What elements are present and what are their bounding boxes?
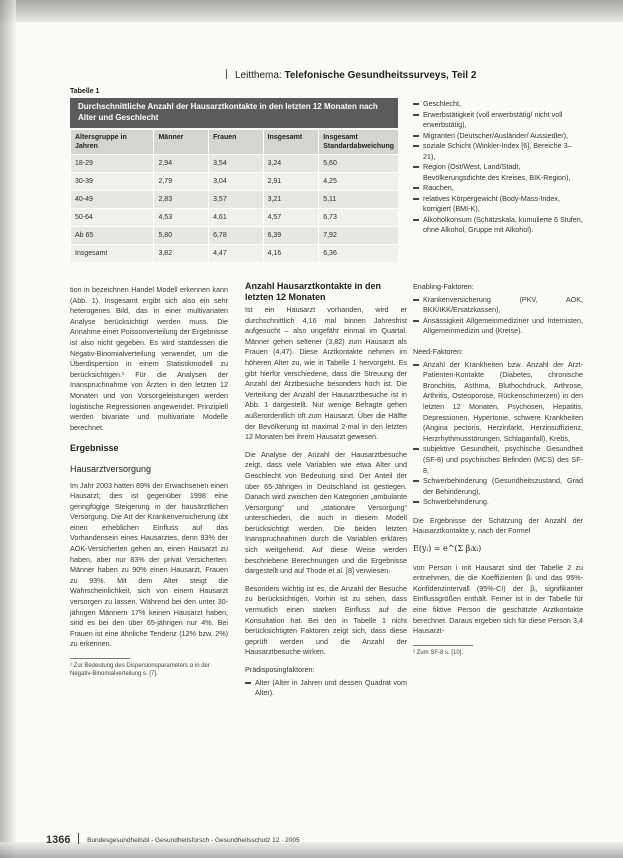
list-item: soziale Schicht (Winkler-Index [6], Bereiche 3–21), (413, 141, 583, 162)
table-cell: 2,79 (154, 173, 209, 191)
header-title: Telefonische Gesundheitssurveys, Teil 2 (284, 70, 477, 81)
table-cell: 3,82 (154, 245, 209, 263)
table-label: Tabelle 1 (70, 88, 100, 95)
table-header: Altersgruppe in Jahren (71, 130, 154, 155)
table-row-label: Insgesamt (71, 245, 154, 263)
table-cell: 5,60 (319, 155, 398, 173)
list-item: relatives Körpergewicht (Body-Mass-Index, korrigiert (BMI-K), (413, 194, 583, 215)
table-cell: 2,91 (263, 173, 319, 191)
table-header: Insgesamt (263, 130, 319, 155)
paragraph: Besonders wichtig ist es, die Anzahl der Besuche zu berücksichtigen. Vorhin ist zu sehen, dass vermutlich einen starken Einfluss auf die Konsultation hat. Bei den in Tabelle 1 nicht berücksichtigten Faktoren zeigt sich, dass diese geprüft werden und die Anzahl der Hausarztbesuche wirken. (245, 583, 407, 657)
table-cell: 5,11 (319, 191, 398, 209)
column-1 (70, 285, 228, 678)
need-list (413, 360, 583, 508)
list-item: subjektive Gesundheit, psychische Gesundheit (SF-8) und psychisches Befinden (MCS) des SF-8, (413, 444, 583, 476)
table-row (71, 191, 399, 209)
table-row (71, 227, 399, 245)
table-cell: 2,83 (154, 191, 209, 209)
header-divider (226, 69, 227, 79)
predisposing-label: Prädisposingfaktoren: (245, 665, 315, 674)
list-item: Ansässigkeit Allgemeinmediziner und Internisten, Allgemeinmedizin und (Kreise). (413, 316, 583, 337)
table-header: Frauen (209, 130, 263, 155)
list-item: Migranten (Deutscher/Ausländer/ Aussiedler), (413, 131, 583, 142)
table-cell: 4,47 (209, 245, 263, 263)
table-cell: 3,57 (209, 191, 263, 209)
table-cell: 4,61 (209, 209, 263, 227)
table-row-label: 18-29 (71, 155, 154, 173)
paragraph: Im Jahr 2003 hatten 89% der Erwachsenen einen Hausarzt; dies ist gegenüber 1998 eine geringfügige Steigerung in der hausärztlichen Versorgung. Die Art der Krankenversicherung übt einen erheblichen Einfluss auf das Vorhandensein eines Hausarztes, denn 93% der AOK-Versicherten gehen an, einen Hausarzt zu haben, aber nur 83% der privat Versicherten. Männer haben zu 90% einen Hausarzt, Frauen zu 93%. Mit dem Alter steigt die Wahrscheinlichkeit, sich von einem Hausarzt versorgen zu lassen. Während bei den unter 30-jährigen Männern 17% keinen Hausarzt haben, sind es bei den über 65-jährigen nur 4%. Bei Frauen ist eine ähnliche Tendenz (12% bzw. 2%) zu erkennen. (70, 480, 228, 649)
table-1 (70, 88, 398, 262)
table-cell: 4,57 (263, 209, 319, 227)
table-cell: 6,39 (263, 227, 319, 245)
table-row-label: Ab 65 (71, 227, 154, 245)
predictor-list (413, 99, 583, 236)
list-item: Erwerbstätigkeit (voll erwerbstätig/ nicht voll erwerbstätig), (413, 110, 583, 131)
list-item: Schwerbehinderung (Gesundheitszustand, Grad der Behinderung), (413, 476, 583, 497)
table-cell: 6,78 (209, 227, 263, 245)
scan-shadow-top (0, 0, 623, 22)
footnote: ² Zum SF-8 s. [10]. (413, 649, 464, 656)
column-3 (413, 282, 583, 657)
table-cell: 3,54 (209, 155, 263, 173)
data-table (70, 130, 398, 262)
table-row-label: 50-64 (71, 209, 154, 227)
paragraph: von Person i mit Hausarzt sind der Tabelle 2 zu entnehmen, die die Koeffizienten βᵢ und das 95%-Konfidenzintervall (95%-CI) der βᵢ, signifikanter Einflussgrößen enthält. Ferner ist in der Tabelle für eine fiktive Person die geschätzte Arztkontakte berechnet. Daraus ergeben sich für diese Person 3,4 Hausarzt- (413, 562, 583, 636)
footnote: ¹ Zur Bedeutung des Dispersionsparameters α in der Negativ-Binomialverteilung s. [7]. (70, 663, 210, 677)
table-cell: 3,04 (209, 173, 263, 191)
scan-shadow-left (0, 0, 16, 858)
page-number: 1366 (46, 834, 71, 846)
list-item: Alkoholkonsum (Schätzskala, kumulierte 6 Stufen, ohne Alkohol, Gruppe mit Alkohol). (413, 215, 583, 236)
column-2 (245, 281, 407, 699)
list-item: Anzahl der Krankheiten bzw. Anzahl der Arzt-Patienten-Kontakte (Diabetes, chronische Bronchitis, Asthma, Bluthochdruck, Arthrose, Arthritis, Osteoporose, Rückenschmerzen) in den letzten 12 Monaten, Psychosen, Hepatitis, Depressionen, Hypertonie, schwere Krankheiten (Angina pectoris, Herzinfarkt, Herzinsuffizienz, Herzrhythmusstörungen, Schlaganfall), Krebs, (413, 360, 583, 445)
list-item: Rauchen, (413, 183, 583, 194)
footer-divider (78, 833, 79, 844)
section-heading-ergebnisse: Ergebnisse (70, 443, 119, 454)
paragraph: tion in bezeichnen Handel Modell erkennen kann (Abb. 1). Insgesamt ergibt sich also ein sehr heterogenes Bild, das in einer multivariaten Analyse berücksichtigt werden muss. Die Annahme einer Poissonverteilung der Ergebnisse ist also nicht gegeben. Es wird stattdessen die Negativ-Binomialverteilung verwendet, um die Überdispersion in einem Statistikmodell zu berücksichtigen.¹ Für die Analysen der Inanspruchnahme von Ärzten in den letzten 12 Monaten und von Vorsorgeleistungen werden logistische Regressionen angewendet. Prinzipiell werden bivariate und multivariate Modelle berechnet. (70, 285, 228, 432)
subsection-heading-hausarztkontakte: Anzahl Hausarztkontakte in den letzten 12 Monaten (245, 281, 382, 302)
table-header: Männer (154, 130, 209, 155)
table-cell: 4,16 (263, 245, 319, 263)
list-item: Schwerbehinderung. (413, 497, 583, 508)
table-cell: 2,94 (154, 155, 209, 173)
enabling-label: Enabling-Faktoren: (413, 282, 474, 291)
table-row (71, 209, 399, 227)
formula: E(yᵢ) = e^(Σ βᵢxᵢ) (413, 544, 482, 554)
paragraph: Ist ein Hausarzt vorhanden, wird er durchschnittlich 4,16 mal binnen Jahresfrist aufgesucht – also ungefähr einmal im Quartal. Männer gehen seltener (3,82) zum Hausarzt als Frauen (4,47). Diese Arztkontakte nehmen im höheren Alter zu, wie in Tabelle 1 hervorgeht. Es gibt hierfür verschiedene, dass die Streuung der Anzahl der Arztbesuche besonders hoch ist. Die Verteilung der Anzahl der Hausarztbesuche ist in Abb. 1 dargestellt. Nur wenige Befragte gehen außerordentlich oft zum Hausarzt. Über die Hälfte der Bevölkerung ist maximal 2-mal in den letzten 12 Monaten bei ihrem Hausarzt gewesen. (245, 305, 407, 442)
list-item: Region (Ost/West, Land/Stadt, Bevölkerungsdichte des Kreises, BIK-Region), (413, 162, 583, 183)
table-cell: 6,73 (319, 209, 398, 227)
enabling-list (413, 295, 583, 337)
running-header (226, 69, 586, 81)
table-cell: 4,53 (154, 209, 209, 227)
table-cell: 5,80 (154, 227, 209, 245)
paragraph: Die Analyse der Anzahl der Hausarztbesuche zeigt, dass viele Variablen wie etwa Alter und Geschlecht von Bedeutung sind. Der Anteil der über 65-Jährigen in Deutschland ist gestiegen. Danach wird zwischen den Kategorien „ambulante Versorgung“ und „stationäre Versorgung“ unterschieden, die auch in diesem Modell berücksichtigt werden. Die beiden letzten Inanspruchnahmen durch die Variablen erklären sich weitgehend. Auf diese Weise werden beschriebene Berechnungen und die Ergebnisse dargestellt und auf Thode et al. [8] verwiesen. (245, 449, 407, 576)
footnote-rule (413, 645, 473, 646)
table-cell: 6,36 (319, 245, 398, 263)
subsection-heading-hausarztversorgung: Hausarztversorgung (70, 463, 152, 474)
table-title: Durchschnittliche Anzahl der Hausarztkontakte in den letzten 12 Monaten nach Alter und Geschlecht (70, 98, 398, 128)
table-cell: 4,25 (319, 173, 398, 191)
paragraph: Die Ergebnisse der Schätzung der Anzahl der Hausarztkontakte y, nach der Formel (413, 515, 583, 536)
table-header: Insgesamt Standardabweichung (319, 130, 398, 155)
journal-citation: Bundesgesundheitsbl - Gesundheitsforsch - Gesundheitsschutz 12 · 2005 (87, 837, 300, 844)
table-row-label: 40-49 (71, 191, 154, 209)
bullet-marker (245, 682, 251, 684)
footnote-rule (70, 658, 130, 659)
page-footer (46, 833, 586, 846)
table-cell: 3,21 (263, 191, 319, 209)
table-row-label: 30-39 (71, 173, 154, 191)
list-item: Geschlecht, (413, 99, 583, 110)
table-row (71, 173, 399, 191)
table-row (71, 245, 399, 263)
table-cell: 7,92 (319, 227, 398, 245)
table-header-row (71, 130, 399, 155)
table-row (71, 155, 399, 173)
need-label: Need-Faktoren: (413, 346, 463, 356)
list-item (245, 678, 407, 699)
list-item: Krankenversicherung (PKV, AOK, BKK/IKK/Ersatzkassen), (413, 295, 583, 316)
table-body (71, 155, 399, 263)
table-cell: 3,24 (263, 155, 319, 173)
leitthema-label: Leitthema: (235, 70, 282, 81)
list-item-text: Alter (Alter in Jahren und dessen Quadrat vom Alter). (255, 677, 407, 698)
